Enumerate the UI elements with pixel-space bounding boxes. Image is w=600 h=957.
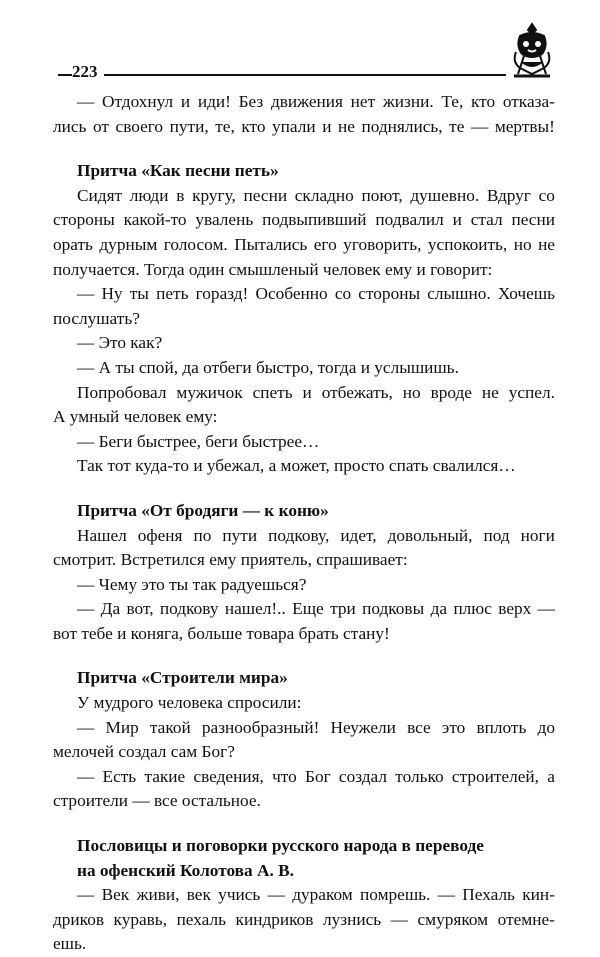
paragraph-line: — А ты спой, да отбеги быстро, тогда и услышишь. (77, 357, 459, 377)
paragraph-line: — Беги быстрее, беги быстрее… (77, 431, 320, 451)
paragraph-line: У мудрого человека спросили: (77, 693, 302, 713)
paragraph-line: получается. Тогда один смышленый человек ему и говорит: (53, 259, 493, 279)
section-heading: Притча «Как песни петь» (77, 161, 279, 181)
page-header (58, 22, 556, 84)
paragraph-line: — Это как? (77, 333, 163, 353)
paragraph-line: — Да вот, подкову нашел!.. Еще три подковы да плюс верх — (77, 599, 555, 619)
paragraph-line: Нашел офеня по пути подкову, идет, довольный, под ноги (77, 525, 555, 545)
header-rule-left (58, 74, 72, 76)
paragraph-line: — Век живи, век учись — дураком помрешь. — Пехаль кин- (77, 885, 555, 905)
paragraph-line: стороны какой-то увалень подвыпивший подвалил и стал песни (53, 210, 555, 230)
paragraph-line: — Отдохнул и иди! Без движения нет жизни. Те, кто отказа- (77, 92, 555, 111)
section-heading: Пословицы и поговорки русского народа в переводе (77, 836, 484, 856)
page-number: 223 (72, 62, 98, 81)
paragraph-line: послушать? (53, 308, 140, 328)
paragraph-line: орать дурным голосом. Пытались его уговорить, успокоить, но не (53, 234, 555, 254)
paragraph-line: — Мир такой разнообразный! Неужели все это вплоть до (77, 717, 555, 737)
paragraph-line: А умный человек ему: (53, 407, 218, 427)
paragraph-line: дриков куравь, пехаль киндриков лузнись — смуряком отемне- (53, 909, 555, 929)
paragraph-line: смотрит. Встретился ему приятель, спрашивает: (53, 550, 408, 570)
paragraph-line: Так тот куда-то и убежал, а может, просто спать свалился… (77, 456, 516, 476)
section-heading: Притча «От бродяги — к коню» (77, 500, 329, 520)
paragraph-line: строители — все остальное. (53, 791, 261, 811)
header-rule (104, 74, 506, 76)
paragraph-line: — Чему это ты так радуешься? (77, 574, 307, 594)
paragraph-line: — Есть такие сведения, что Бог создал только строителей, а (77, 766, 555, 786)
paragraph-line: ешь. (53, 934, 87, 954)
paragraph-line: Попробовал мужичок спеть и отбежать, но вроде не успел. (77, 382, 555, 402)
paragraph-line: вот тебе и коняга, больше товара брать стану! (53, 623, 390, 643)
paragraph-line: — Ну ты петь горазд! Особенно со стороны слышно. Хочешь (77, 284, 555, 304)
paragraph-line: мелочей создал сам Бог? (53, 742, 235, 762)
section-heading: Притча «Строители мира» (77, 668, 288, 688)
section-heading: на офенский Колотова А. В. (77, 860, 294, 880)
paragraph-line: лись от своего пути, те, кто упали и не поднялись, те — мертвы! (53, 116, 555, 136)
heraldic-emblem-icon (508, 22, 556, 80)
page-body (53, 90, 555, 957)
paragraph-line: Сидят люди в кругу, песни складно поют, душевно. Вдруг со (77, 185, 555, 205)
